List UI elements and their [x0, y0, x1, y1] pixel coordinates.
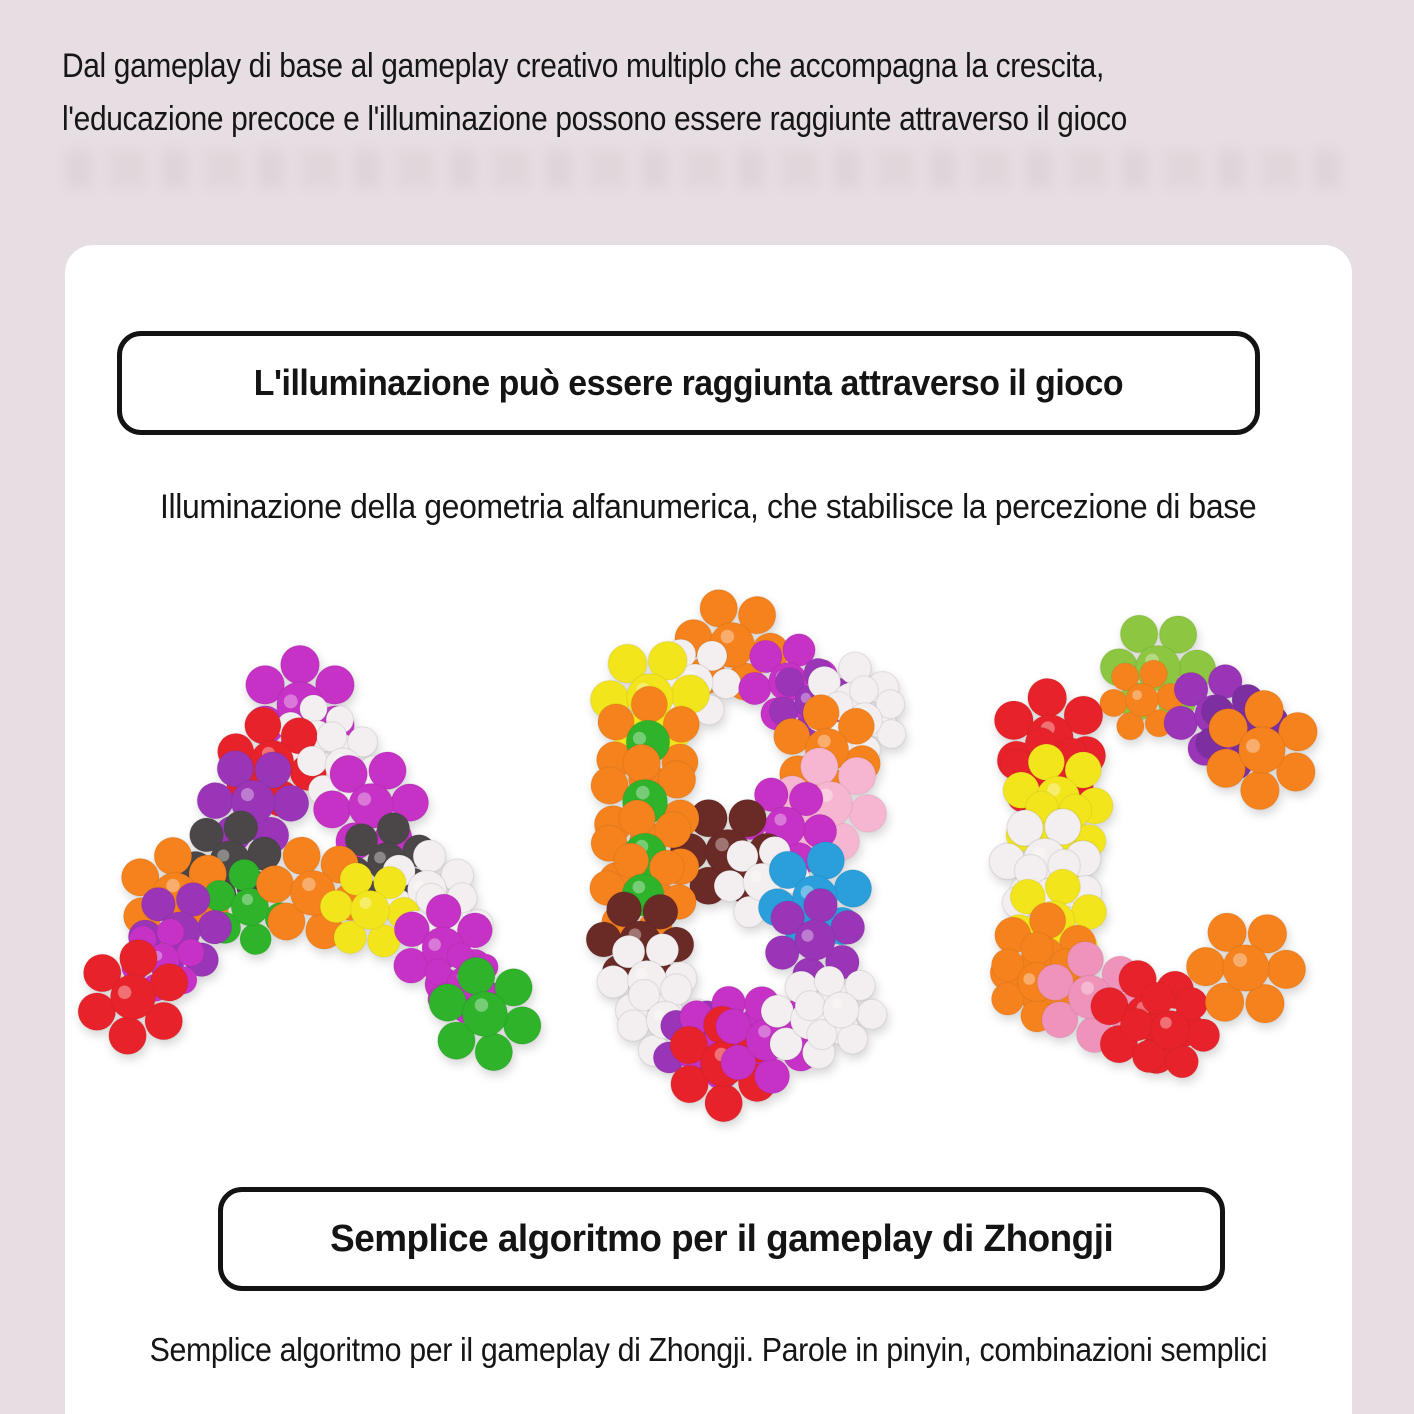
block-piece-white: [750, 963, 870, 1077]
block-piece-white: [787, 640, 916, 765]
block-piece-pink: [1019, 928, 1161, 1065]
block-piece-magenta: [728, 774, 843, 881]
block-piece-red: [987, 718, 1107, 832]
block-piece-orange: [570, 730, 719, 874]
block-piece-blue: [746, 833, 883, 963]
abc-letter-C: [971, 614, 1340, 1083]
block-piece-white: [987, 807, 1102, 912]
block-piece-violet: [1182, 674, 1302, 789]
block-piece-white: [610, 969, 720, 1072]
block-piece-yellow: [1002, 788, 1110, 887]
block-piece-magenta: [699, 974, 836, 1105]
block-piece-purple: [1154, 657, 1277, 773]
block-piece-red: [973, 663, 1128, 813]
block-piece-white: [995, 844, 1108, 950]
section1-heading-pill: [117, 331, 1260, 435]
block-piece-white: [291, 717, 395, 814]
block-piece-magenta: [658, 974, 791, 1103]
block-piece-red: [204, 698, 339, 826]
block-piece-pinklight: [761, 739, 898, 869]
block-piece-white: [789, 962, 892, 1058]
block-piece-green: [414, 947, 555, 1081]
faded-text-artifact: [66, 150, 1341, 188]
block-piece-dark: [325, 803, 449, 922]
block-piece-red: [647, 990, 799, 1138]
block-piece-orange: [1096, 657, 1188, 742]
block-piece-magenta: [221, 628, 379, 782]
block-piece-yellow: [587, 639, 714, 756]
block-piece-red: [1113, 977, 1226, 1083]
content-card: [65, 245, 1352, 1414]
section1-subtitle-text: Illuminazione della geometria alfanumerica, che stabilisce la percezione di base: [160, 488, 1257, 526]
intro-line-2: l'educazione precoce e l'illuminazione possono essere raggiunte attraverso il gioco: [62, 100, 1127, 138]
block-piece-orange: [1184, 675, 1340, 826]
block-piece-orange: [100, 822, 251, 968]
section1-heading-text: L'illuminazione può essere raggiunta attraverso il gioco: [253, 362, 1124, 403]
block-piece-orange: [581, 837, 706, 954]
block-piece-white: [400, 882, 494, 968]
abc-letter-A: [65, 628, 556, 1081]
block-piece-green: [190, 849, 310, 964]
block-piece-white: [709, 833, 815, 932]
block-piece-purple: [750, 877, 881, 1003]
block-piece-orange: [757, 683, 898, 818]
block-piece-maroon: [583, 889, 697, 994]
block-piece-red: [1077, 951, 1217, 1084]
block-piece-yellow: [989, 860, 1120, 984]
block-piece-magenta: [112, 912, 214, 1008]
block-piece-purple: [757, 650, 866, 754]
block-piece-orange: [666, 583, 798, 707]
block-piece-white: [807, 664, 923, 777]
block-piece-purple: [195, 749, 310, 854]
block-piece-yellow: [993, 737, 1123, 860]
block-piece-maroon: [670, 799, 786, 904]
abc-blocks-svg: [65, 580, 1352, 1180]
section2-heading-pill: [218, 1187, 1225, 1291]
section2-heading-text: Semplice algoritmo per il gameplay di Zhongji: [329, 1217, 1114, 1260]
abc-letter-B: [570, 583, 923, 1138]
block-piece-orange: [245, 829, 381, 957]
block-piece-yellow: [315, 859, 424, 960]
block-piece-orange: [1184, 912, 1307, 1025]
block-piece-white: [263, 685, 371, 789]
section2-caption-text: Semplice algoritmo per il gameplay di Zhongji. Parole in pinyin, combinazioni semplici: [149, 1331, 1268, 1368]
block-piece-white: [362, 827, 492, 953]
section2-caption: [65, 1331, 1352, 1369]
block-piece-magenta: [309, 749, 433, 864]
block-piece-orange: [575, 671, 721, 813]
block-piece-purple: [641, 992, 759, 1104]
block-piece-white: [647, 638, 744, 727]
block-piece-magenta: [730, 628, 846, 736]
block-piece-orange: [576, 789, 714, 920]
block-piece-orange: [972, 889, 1114, 1026]
block-piece-red: [65, 927, 206, 1068]
intro-paragraph: [62, 40, 1127, 146]
section1-subtitle: [65, 488, 1352, 527]
block-piece-magenta: [372, 879, 514, 1017]
intro-line-1: Dal gameplay di base al gameplay creativo multiplo che accompagna la crescita,: [62, 47, 1104, 85]
block-piece-dark: [169, 804, 290, 918]
block-piece-magenta: [411, 933, 515, 1033]
block-piece-lime: [1099, 614, 1216, 721]
block-piece-purple: [122, 878, 238, 986]
block-piece-orange: [971, 918, 1103, 1047]
block-piece-white: [595, 932, 700, 1028]
